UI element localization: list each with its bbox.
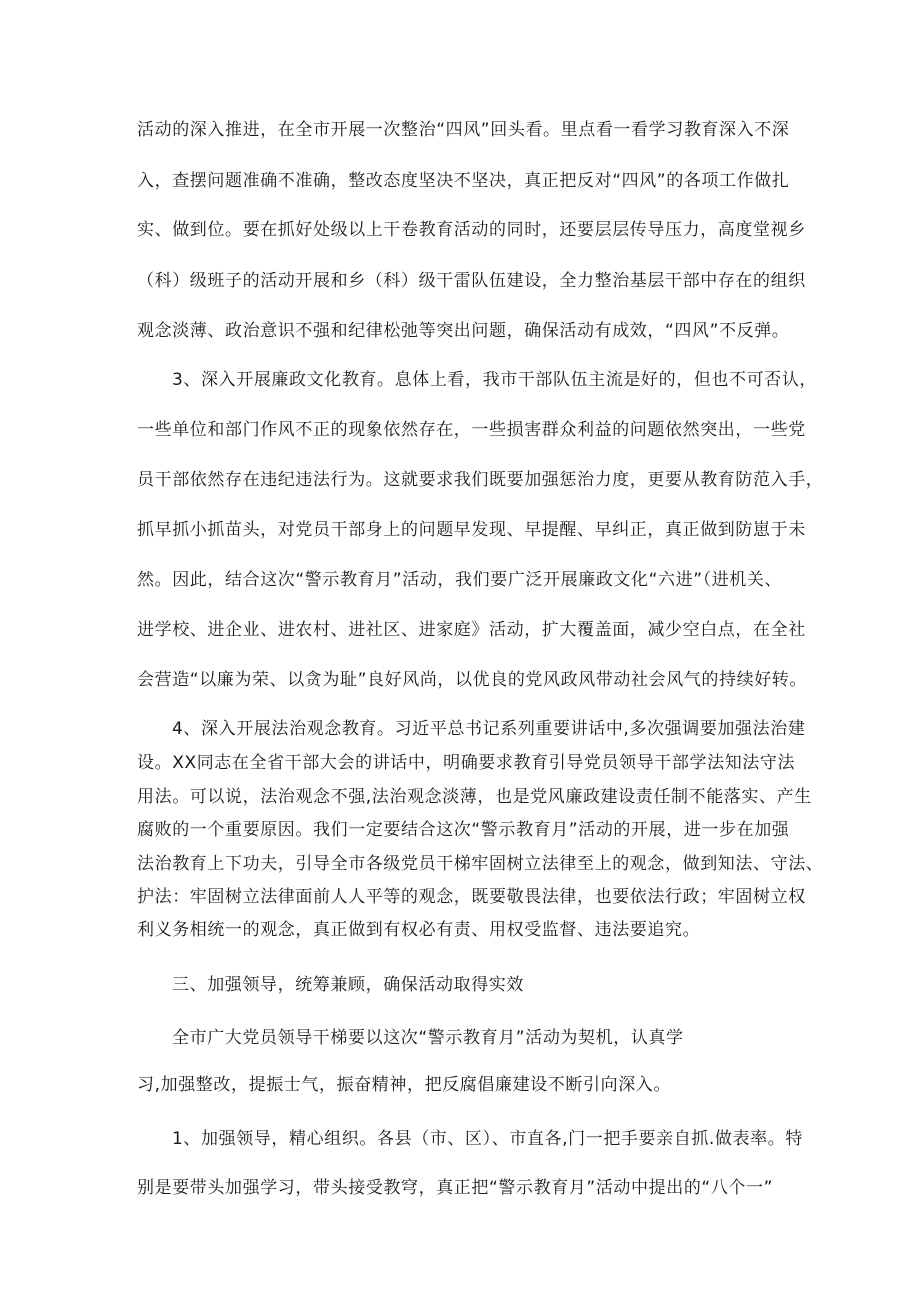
text-line: 腐败的一个重要原因。我们一定要结合这次“警示教育月”活动的开展，进一步在加强 [137, 820, 790, 840]
text-line: 用法。可以说，法治观念不强,法治观念淡薄，也是党风廉政建设责任制不能落实、产生 [137, 787, 812, 807]
text-line: 入，查摆问题准确不准确，整改态度坚决不坚决，真正把反对“四风”的各项工作做扎 [137, 171, 790, 191]
paragraph-heading-1: 1、加强领导，精心组织。各县（市、区）、市直各,门一把手要亲自抓.做表率。特 [172, 1129, 803, 1149]
text-line: 护法：牢固树立法律面前人人平等的观念，既要敬畏法律，也要依法行政；牢固树立权 [137, 887, 806, 907]
paragraph-heading-4: 4、深入开展法治观念教育。习近平总书记系列重要讲话中,多次强调要加强法治建 [172, 719, 806, 739]
text-line: 习,加强整改，提振士气，振奋精神，把反腐倡廉建设不断引向深入。 [137, 1075, 672, 1095]
text-line: 全市广大党员领导干梯要以这次“警示教育月”活动为契机，认真学 [172, 1028, 684, 1048]
text-line: （科）级班子的活动开展和乡（科）级干雷队伍建设，全力整治基层干部中存在的组织 [137, 271, 806, 291]
text-line: 观念淡薄、政治意识不强和纪律松弛等突出问题，确保活动有成效，“四风”不反弹。 [137, 321, 790, 341]
text-line: 会营造“以廉为荣、以贪为耻”良好风尚，以优良的党风政风带动社会风气的持续好转。 [137, 670, 808, 690]
text-line: 员干部依然存在违纪违法行为。这就要求我们既要加强惩治力度，更要从教育防范入手， [137, 470, 824, 490]
text-line: 利义务相统一的观念，真正做到有权必有责、用权受监督、违法要追究。 [137, 920, 701, 940]
text-line: 进学校、进企业、进农村、进社区、进家庭》活动，扩大覆盖面，减少空白点，在全社 [137, 620, 806, 640]
text-line: 设。XX同志在全省干部大会的讲话中，明确要求教育引导党员领导干部学法知法守法 [137, 753, 796, 773]
text-line: 抓早抓小抓苗头，对党员干部身上的问题早发现、早提醒、早纠正，真正做到防崽于未 [137, 520, 806, 540]
text-line: 然。因此，结合这次“警示教育月”活动，我们要广泛开展廉政文化“六进”（进机关、 [137, 570, 783, 590]
paragraph-heading-3: 3、深入开展廉政文化教育。息体上看，我市干部队伍主流是好的，但也不可否认， [172, 370, 818, 390]
text-line: 实、做到位。要在抓好处级以上干卷教育活动的同时，还要层层传导压力，高度堂视乡 [137, 220, 806, 240]
section-heading: 三、加强领导，统筹兼顾，确保活动取得实效 [172, 975, 524, 995]
text-line: 一些单位和部门作风不正的现象依然存在，一些损害群众利益的问题依然突出，一些党 [137, 420, 806, 440]
text-line: 法治教育上下功夫，引导全市各级党员干梯牢固树立法律至上的观念，做到知法、守法、 [137, 854, 824, 874]
text-line: 别是要带头加强学习，带头接受教穹，真正把“警示教育月”活动中提出的“八个一” [137, 1178, 774, 1198]
text-line: 活动的深入推进，在全市开展一次整治“四风”回头看。里点看一看学习教育深入不深 [137, 120, 790, 140]
